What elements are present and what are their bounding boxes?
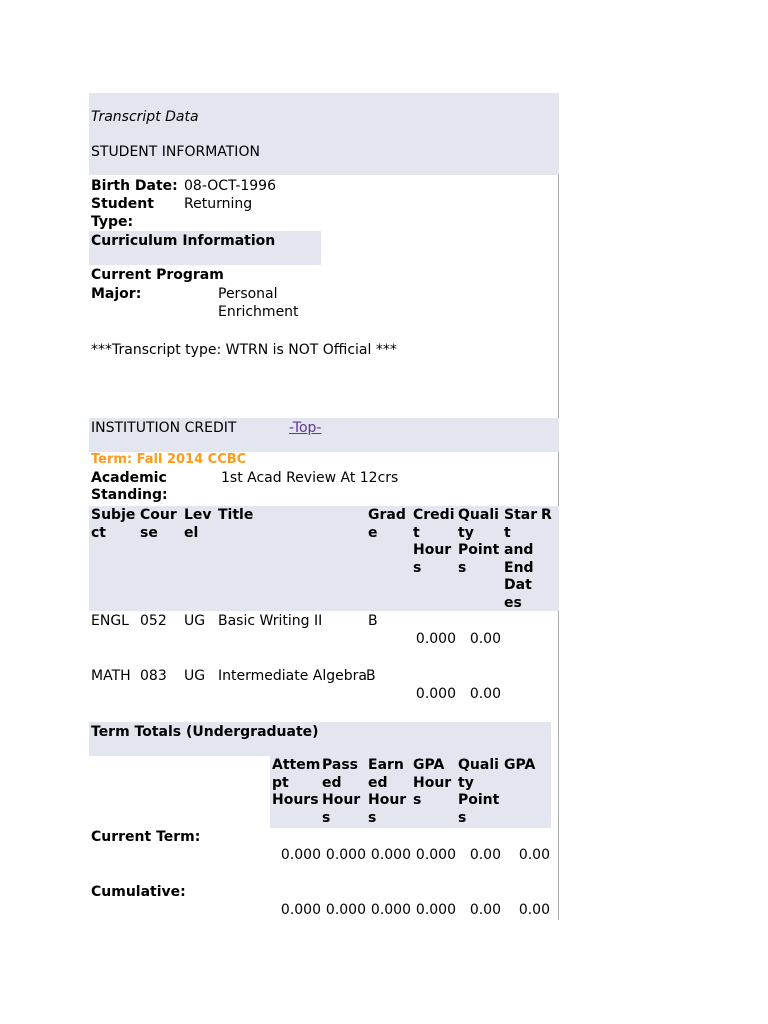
totals-gpa-hours: 0.000 [415,902,456,918]
course-credit-hours: 0.000 [415,686,456,702]
page-title: Transcript Data [91,109,199,125]
col-header-level: Lev el [184,507,212,541]
totals-header-gpa: GPA [504,757,536,773]
col-header-r: R [541,507,552,523]
totals-quality-points: 0.00 [469,902,501,918]
major-label: Major: [91,286,142,302]
course-number: 083 [140,668,167,684]
academic-standing-label-2: Standing: [91,487,168,503]
col-header-course: Cour se [140,507,177,541]
totals-earned-hours: 0.000 [370,847,411,863]
birth-date-value: 08-OCT-1996 [184,178,276,194]
birth-date-label: Birth Date: [91,178,178,194]
course-quality-points: 0.00 [469,631,501,647]
transcript-type-note: ***Transcript type: WTRN is NOT Official *** [91,342,397,358]
col-header-credit-hours: Credi t Hour s [413,507,455,576]
course-credit-hours: 0.000 [415,631,456,647]
totals-header-attempt-hours: Attem pt Hours [272,757,321,808]
course-quality-points: 0.00 [469,686,501,702]
totals-header-gpa-hours: GPA Hour s [413,757,452,808]
student-type-value: Returning [184,196,253,212]
totals-earned-hours: 0.000 [370,902,411,918]
curriculum-heading: Curriculum Information [91,233,276,249]
course-level: UG [184,613,206,629]
col-header-subject: Subje ct [91,507,136,541]
totals-header-passed-hours: Pass ed Hour s [322,757,361,826]
title-band [89,93,559,175]
course-grade: B [366,668,376,684]
col-header-grade: Grad e [368,507,406,541]
major-value-1: Personal [218,286,278,302]
student-info-heading: STUDENT INFORMATION [91,144,260,160]
academic-standing-label-1: Academic [91,470,167,486]
col-header-start-end-dates: Star t and End Dat es [504,507,538,611]
course-level: UG [184,668,206,684]
totals-header-earned-hours: Earn ed Hour s [368,757,407,826]
totals-passed-hours: 0.000 [325,902,366,918]
course-title: Basic Writing II [218,613,323,629]
course-grade: B [368,613,378,629]
totals-row-label: Current Term: [91,829,201,845]
course-subject: ENGL [91,613,129,629]
course-title: Intermediate Algebra [218,668,367,684]
term-label: Term: Fall 2014 CCBC [91,452,247,467]
totals-attempt-hours: 0.000 [280,902,321,918]
totals-gpa: 0.00 [518,902,550,918]
totals-header-quality-points: Quali ty Point s [458,757,500,826]
major-value-2: Enrichment [218,304,299,320]
totals-gpa-hours: 0.000 [415,847,456,863]
academic-standing-value: 1st Acad Review At 12crs [221,470,399,486]
student-type-label-1: Student [91,196,154,212]
totals-passed-hours: 0.000 [325,847,366,863]
totals-row-label: Cumulative: [91,884,186,900]
course-subject: MATH [91,668,131,684]
top-link[interactable]: -Top- [289,420,322,436]
institution-credit-heading: INSTITUTION CREDIT [91,420,237,436]
student-type-label-2: Type: [91,214,134,230]
term-totals-heading: Term Totals (Undergraduate) [91,724,319,740]
totals-attempt-hours: 0.000 [280,847,321,863]
current-program-label: Current Program [91,267,224,283]
totals-quality-points: 0.00 [469,847,501,863]
totals-gpa: 0.00 [518,847,550,863]
course-number: 052 [140,613,167,629]
col-header-title: Title [218,507,254,523]
col-header-quality-points: Quali ty Point s [458,507,500,576]
